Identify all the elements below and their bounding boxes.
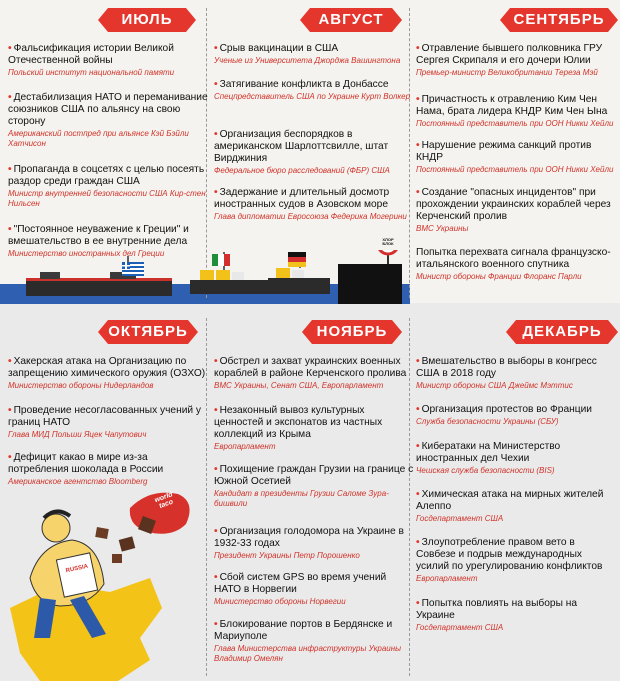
bullet-icon: • [214,572,218,583]
event-item: • Пропаганда в соцсетях с целью посеять раздор среди граждан США Министр внутренней безопасности США Кир-стен Нильсен [8,164,206,208]
cocoa-bag-label: world taco [153,491,175,511]
event-item: • Затягивание конфликта в Донбассе Спецпредставитель США по Украине Курт Волкер [214,79,411,101]
month-header-jul: ИЮЛЬ [108,8,186,32]
tanker-hull [26,280,172,296]
port-barrier [338,264,402,304]
bullet-icon: • [8,224,12,235]
bullet-icon: • [416,140,420,151]
event-item: • Причастность к отравлению Ким Чен Нама, брата лидера КНДР Ким Чен Ына Постоянный представитель при ООН Никки Хейли [416,94,614,128]
event-item: • "Постоянное неуважение к Греции" и вмешательство в ее внутренние дела Министерство иностранных дел Греции [8,224,189,258]
italy-flag [212,254,230,266]
bullet-icon: • [416,404,420,415]
event-item: • Организация голодомора на Украине в 1932-33 годах Президент Украины Петр Порошенко [214,526,404,560]
germany-flag [288,252,306,267]
bullet-icon: • [416,441,420,452]
event-item: • Фальсификация истории Великой Отечественной войны Польский институт национальной памяти [8,43,175,77]
event-item: • Похищение граждан Грузии на границе с Южной Осетией Кандидат в президенты Грузии Саломе Зура-бишвили [214,464,414,508]
bullet-icon: • [8,405,12,416]
sack-label: RUSSIA [65,563,89,575]
event-item: • Химическая атака на мирных жителей Алеппо Госдепартамент США [416,489,604,523]
month-header-dec: ДЕКАБРЬ [516,320,608,344]
stop-sign-icon [378,250,398,254]
bullet-icon: • [416,356,420,367]
month-header-oct: ОКТЯБРЬ [108,320,188,344]
event-item: Попытка перехвата сигнала французско-итальянского военного спутника Министр обороны Франции Флоранс Парли [416,247,611,281]
event-item: • Дефицит какао в мире из-за потребления шоколада в России Американское агентство Bloomberg [8,452,164,486]
bullet-icon: • [8,92,12,103]
event-item: • Кибератаки на Министерство иностранных дел Чехии Чешская служба безопасности (BIS) [416,441,561,475]
event-item: • Проведение несогласованных учений у границ НАТО Глава МИД Польши Яцек Чапутович [8,405,201,439]
event-item: • Блокирование портов в Бердянске и Мариуполе Глава Министерства инфраструктуры Украины Владимир Омелян [214,619,402,663]
bullet-icon: • [214,187,218,198]
event-item: • Отравление бывшего полковника ГРУ Сергея Скрипаля и его дочери Юлии Премьер-министр Великобритании Тереза Мэй [416,43,603,77]
chocolate-bar [119,536,136,551]
chocolate-illustration [0,488,205,681]
bullet-icon: • [214,405,218,416]
bullet-icon: • [214,526,218,537]
event-item: • Хакерская атака на Организацию по запрещению химического оружия (ОЗХО) Министерство обороны Нидерландов [8,356,206,390]
bullet-icon: • [416,598,420,609]
month-header-nov: НОЯБРЬ [312,320,392,344]
bullet-icon: • [214,356,218,367]
month-header-aug: АВГУСТ [310,8,392,32]
event-item: • Нарушение режима санкций против КНДР Постоянный представитель при ООН Никки Хейли [416,140,614,174]
bullet-icon: • [416,94,420,105]
bullet-icon: • [416,537,420,548]
bullet-icon: • [8,164,12,175]
event-item: • Организация протестов во Франции Служба безопасности Украины (СБУ) [416,404,592,426]
bullet-icon: • [214,619,218,630]
event-item: • Создание "опасных инцидентов" при прохождении украинских кораблей через Керченский пролив ВМС Украины [416,187,611,233]
event-item: • Попытка повлиять на выборы на Украине Госдепартамент США [416,598,578,632]
event-item: • Сбой систем GPS во время учений НАТО в Норвегии Министерство обороны Норвегии [214,572,387,606]
bullet-icon: • [214,129,218,140]
bullet-icon: • [416,187,420,198]
event-item: • Срыв вакцинации в США Ученые из Университета Джорджа Вашингтона [214,43,401,65]
stop-sign-label: ХЛОР БЛОК [382,237,394,246]
bullet-icon: • [214,43,218,54]
event-item: • Организация беспорядков в американском Шарлоттсвилле, штат Вирджиния Федеральное бюро расследований (ФБР) США [214,129,390,175]
bullet-icon: • [214,79,218,90]
bullet-icon: • [8,43,12,54]
chocolate-bar [112,554,122,563]
bullet-icon: • [8,356,12,367]
event-item: • Дестабилизация НАТО и переманивание союзников США по альянсу на свою сторону Американский постпред при альянсе Кэй Бэйли Хатчисон [8,92,208,148]
event-item: • Вмешательство в выборы в конгресс США в 2018 году Министр обороны США Джеймс Мэттис [416,356,597,390]
month-header-sep: СЕНТЯБРЬ [510,8,608,32]
event-item: • Злоупотребление правом вето в Совбезе и подрыв международных усилий по урегулированию конфликтов Европарламент [416,537,603,583]
bullet-icon: • [416,489,420,500]
event-item: • Обстрел и захват украинских военных кораблей в районе Керченского пролива ВМС Украины, Сенат США, Европарламент [214,356,407,390]
bullet-icon: • [8,452,12,463]
event-item: • Незаконный вывоз культурных ценностей и экспонатов из частных коллекций из Крыма Европарламент [214,405,383,451]
greece-flag [122,262,144,276]
bullet-icon: • [416,43,420,54]
event-item: • Задержание и длительный досмотр иностранных судов в Азовском море Глава дипломатии Евросоюза Федерика Могерини [214,187,407,221]
chocolate-bar [95,527,109,539]
ships-illustration [0,250,410,304]
cargo-ship-hull [190,280,270,294]
bullet-icon: • [214,464,218,475]
